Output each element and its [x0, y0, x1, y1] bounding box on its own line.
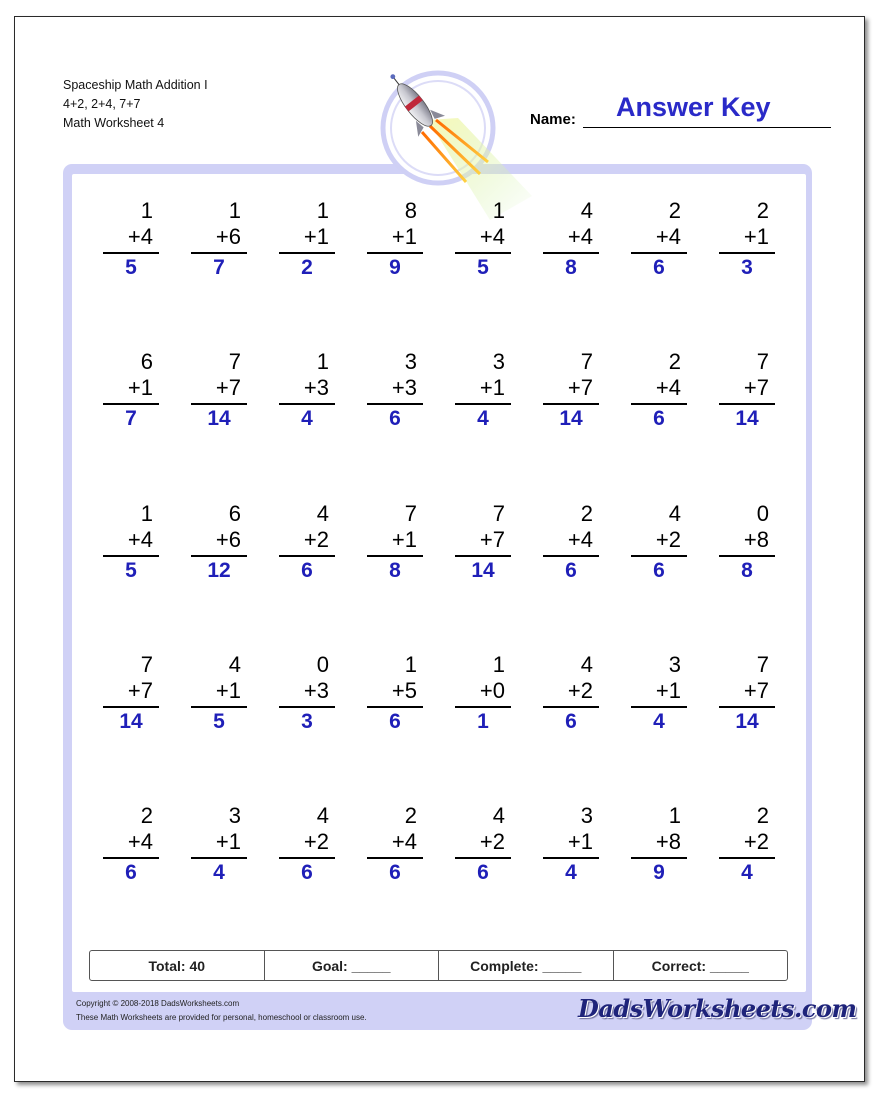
- problem: [461, 803, 505, 883]
- sum-line: [191, 403, 247, 405]
- addend-bottom: +4: [655, 375, 681, 400]
- sum-line: [543, 857, 599, 859]
- addend-bottom: +2: [479, 829, 505, 854]
- addend-bottom: +7: [127, 678, 153, 703]
- addend-bottom: +6: [215, 224, 241, 249]
- answer: 7: [213, 256, 225, 279]
- problem: [109, 803, 153, 883]
- addend-top: 7: [756, 349, 769, 374]
- addend-bottom: +1: [303, 224, 329, 249]
- addend-bottom: +8: [655, 829, 681, 854]
- addend-top: 7: [492, 501, 505, 526]
- addend-top: 6: [140, 349, 153, 374]
- sum-line: [631, 252, 687, 254]
- addend-top: 7: [580, 349, 593, 374]
- sum-line: [279, 555, 335, 557]
- problem: [725, 349, 769, 429]
- answer: 5: [213, 710, 225, 733]
- sum-line: [279, 706, 335, 708]
- answer: 6: [301, 559, 313, 582]
- answer: 4: [565, 861, 577, 884]
- sum-line: [279, 857, 335, 859]
- addend-bottom: +2: [303, 527, 329, 552]
- addend-bottom: +4: [127, 829, 153, 854]
- sum-line: [455, 857, 511, 859]
- addend-top: 8: [404, 198, 417, 223]
- answer: 2: [301, 256, 313, 279]
- sum-line: [719, 706, 775, 708]
- problem: [109, 652, 153, 732]
- sum-line: [631, 403, 687, 405]
- problem: [461, 349, 505, 429]
- problem: [197, 198, 241, 278]
- sum-line: [719, 555, 775, 557]
- sum-line: [367, 706, 423, 708]
- addend-bottom: +1: [391, 224, 417, 249]
- problem-area: [70, 172, 808, 994]
- answer: 4: [477, 407, 489, 430]
- problem: [109, 501, 153, 581]
- addend-top: 1: [140, 198, 153, 223]
- addend-top: 2: [140, 803, 153, 828]
- answer: 8: [565, 256, 577, 279]
- sum-line: [631, 555, 687, 557]
- problem: [549, 349, 593, 429]
- addend-top: 1: [316, 349, 329, 374]
- brand-logo: DadsWorksheets.com: [578, 994, 857, 1023]
- score-bar: [89, 950, 788, 981]
- answer: 4: [213, 861, 225, 884]
- problem: [637, 803, 681, 883]
- addend-top: 4: [580, 652, 593, 677]
- addend-top: 3: [668, 652, 681, 677]
- addend-top: 2: [668, 349, 681, 374]
- problem: [549, 198, 593, 278]
- addend-bottom: +4: [391, 829, 417, 854]
- answer: 6: [389, 861, 401, 884]
- addend-top: 0: [316, 652, 329, 677]
- problem: [285, 803, 329, 883]
- sum-line: [191, 857, 247, 859]
- sum-line: [455, 252, 511, 254]
- sum-line: [367, 857, 423, 859]
- sum-line: [103, 857, 159, 859]
- problem: [373, 652, 417, 732]
- addend-top: 1: [316, 198, 329, 223]
- addend-bottom: +4: [567, 224, 593, 249]
- addend-bottom: +4: [479, 224, 505, 249]
- addend-top: 3: [580, 803, 593, 828]
- problem: [373, 349, 417, 429]
- addend-top: 4: [492, 803, 505, 828]
- addend-bottom: +2: [655, 527, 681, 552]
- problem: [197, 501, 241, 581]
- problem: [725, 803, 769, 883]
- addend-top: 2: [668, 198, 681, 223]
- problem: [285, 652, 329, 732]
- worksheet-number: Math Worksheet 4: [63, 116, 165, 130]
- complete-field[interactable]: Complete: _____: [439, 951, 614, 980]
- worksheet-title: Spaceship Math Addition I: [63, 78, 208, 92]
- answer: 6: [389, 407, 401, 430]
- addend-bottom: +7: [567, 375, 593, 400]
- sum-line: [191, 555, 247, 557]
- problem: [637, 652, 681, 732]
- answer: 14: [735, 710, 759, 733]
- addend-top: 7: [228, 349, 241, 374]
- addend-top: 4: [668, 501, 681, 526]
- answer: 4: [301, 407, 313, 430]
- answer: 12: [207, 559, 231, 582]
- answer: 8: [741, 559, 753, 582]
- answer: 6: [389, 710, 401, 733]
- addend-bottom: +1: [743, 224, 769, 249]
- answer: 14: [559, 407, 583, 430]
- problem: [461, 198, 505, 278]
- answer: 4: [653, 710, 665, 733]
- addend-bottom: +1: [479, 375, 505, 400]
- addend-bottom: +4: [655, 224, 681, 249]
- goal-field[interactable]: Goal: _____: [265, 951, 440, 980]
- addend-top: 2: [580, 501, 593, 526]
- addend-top: 3: [228, 803, 241, 828]
- sum-line: [279, 403, 335, 405]
- sum-line: [543, 403, 599, 405]
- sum-line: [455, 706, 511, 708]
- addend-bottom: +2: [303, 829, 329, 854]
- problem: [461, 652, 505, 732]
- addend-top: 4: [228, 652, 241, 677]
- problem: [373, 803, 417, 883]
- answer: 6: [653, 256, 665, 279]
- answer: 9: [389, 256, 401, 279]
- copyright-text: Copyright © 2008-2018 DadsWorksheets.com: [76, 999, 240, 1008]
- addend-bottom: +6: [215, 527, 241, 552]
- problem: [549, 501, 593, 581]
- addend-bottom: +0: [479, 678, 505, 703]
- total-count: Total: 40: [90, 951, 265, 980]
- addend-top: 4: [316, 501, 329, 526]
- problem: [197, 803, 241, 883]
- addend-bottom: +1: [215, 829, 241, 854]
- answer: 8: [389, 559, 401, 582]
- sum-line: [455, 403, 511, 405]
- addend-top: 1: [140, 501, 153, 526]
- problem: [109, 349, 153, 429]
- addend-top: 2: [404, 803, 417, 828]
- addend-top: 4: [316, 803, 329, 828]
- addend-bottom: +1: [215, 678, 241, 703]
- answer: 14: [119, 710, 143, 733]
- answer: 4: [741, 861, 753, 884]
- usage-notice: These Math Worksheets are provided for personal, homeschool or classroom use.: [76, 1013, 367, 1022]
- answer: 6: [653, 559, 665, 582]
- sum-line: [367, 403, 423, 405]
- addend-bottom: +8: [743, 527, 769, 552]
- addend-bottom: +1: [655, 678, 681, 703]
- sum-line: [103, 403, 159, 405]
- addend-top: 1: [668, 803, 681, 828]
- sum-line: [631, 706, 687, 708]
- problem: [725, 652, 769, 732]
- problem: [197, 349, 241, 429]
- answer: 6: [653, 407, 665, 430]
- sum-line: [103, 252, 159, 254]
- addend-bottom: +5: [391, 678, 417, 703]
- answer: 6: [125, 861, 137, 884]
- worksheet-subtitle: 4+2, 2+4, 7+7: [63, 97, 141, 111]
- addend-bottom: +3: [303, 375, 329, 400]
- answer: 5: [477, 256, 489, 279]
- sum-line: [367, 555, 423, 557]
- problem: [285, 198, 329, 278]
- addend-bottom: +7: [215, 375, 241, 400]
- sum-line: [631, 857, 687, 859]
- sum-line: [719, 857, 775, 859]
- name-label: Name:: [530, 111, 576, 128]
- addend-bottom: +4: [127, 224, 153, 249]
- correct-field[interactable]: Correct: _____: [651, 957, 749, 974]
- answer: 3: [741, 256, 753, 279]
- problem: [461, 501, 505, 581]
- answer: 9: [653, 861, 665, 884]
- addend-top: 4: [580, 198, 593, 223]
- sum-line: [719, 252, 775, 254]
- sum-line: [543, 555, 599, 557]
- sum-line: [191, 706, 247, 708]
- addend-bottom: +4: [127, 527, 153, 552]
- answer-key-label: Answer Key: [616, 92, 771, 122]
- answer: 5: [125, 256, 137, 279]
- sum-line: [543, 706, 599, 708]
- answer: 1: [477, 710, 489, 733]
- addend-bottom: +4: [567, 527, 593, 552]
- addend-top: 1: [492, 198, 505, 223]
- addend-top: 0: [756, 501, 769, 526]
- problem: [109, 198, 153, 278]
- addend-bottom: +3: [303, 678, 329, 703]
- problem: [725, 501, 769, 581]
- sum-line: [279, 252, 335, 254]
- answer: 6: [301, 861, 313, 884]
- addend-bottom: +7: [743, 678, 769, 703]
- addend-bottom: +7: [479, 527, 505, 552]
- addend-bottom: +7: [743, 375, 769, 400]
- addend-bottom: +2: [743, 829, 769, 854]
- addend-bottom: +3: [391, 375, 417, 400]
- problem: [285, 501, 329, 581]
- answer: 14: [735, 407, 759, 430]
- sum-line: [191, 252, 247, 254]
- problem: [637, 349, 681, 429]
- name-field[interactable]: [583, 127, 831, 128]
- addend-top: 2: [756, 198, 769, 223]
- problem: [373, 501, 417, 581]
- addend-top: 3: [492, 349, 505, 374]
- addend-top: 2: [756, 803, 769, 828]
- addend-top: 6: [228, 501, 241, 526]
- problem: [197, 652, 241, 732]
- addend-top: 1: [228, 198, 241, 223]
- answer: 6: [477, 861, 489, 884]
- addend-top: 7: [404, 501, 417, 526]
- answer: 6: [565, 710, 577, 733]
- sum-line: [103, 706, 159, 708]
- problem: [549, 803, 593, 883]
- problem: [637, 198, 681, 278]
- sum-line: [367, 252, 423, 254]
- addend-bottom: +2: [567, 678, 593, 703]
- sum-line: [543, 252, 599, 254]
- addend-top: 1: [404, 652, 417, 677]
- addend-top: 7: [756, 652, 769, 677]
- answer: 5: [125, 559, 137, 582]
- problem: [373, 198, 417, 278]
- addend-bottom: +1: [391, 527, 417, 552]
- problem: [549, 652, 593, 732]
- addend-top: 7: [140, 652, 153, 677]
- addend-bottom: +1: [567, 829, 593, 854]
- answer: 7: [125, 407, 137, 430]
- addend-bottom: +1: [127, 375, 153, 400]
- sum-line: [103, 555, 159, 557]
- answer: 3: [301, 710, 313, 733]
- sum-line: [455, 555, 511, 557]
- problem: [285, 349, 329, 429]
- addend-top: 1: [492, 652, 505, 677]
- problem: [725, 198, 769, 278]
- answer: 14: [207, 407, 231, 430]
- answer: 6: [565, 559, 577, 582]
- sum-line: [719, 403, 775, 405]
- answer: 14: [471, 559, 495, 582]
- addend-top: 3: [404, 349, 417, 374]
- problem: [637, 501, 681, 581]
